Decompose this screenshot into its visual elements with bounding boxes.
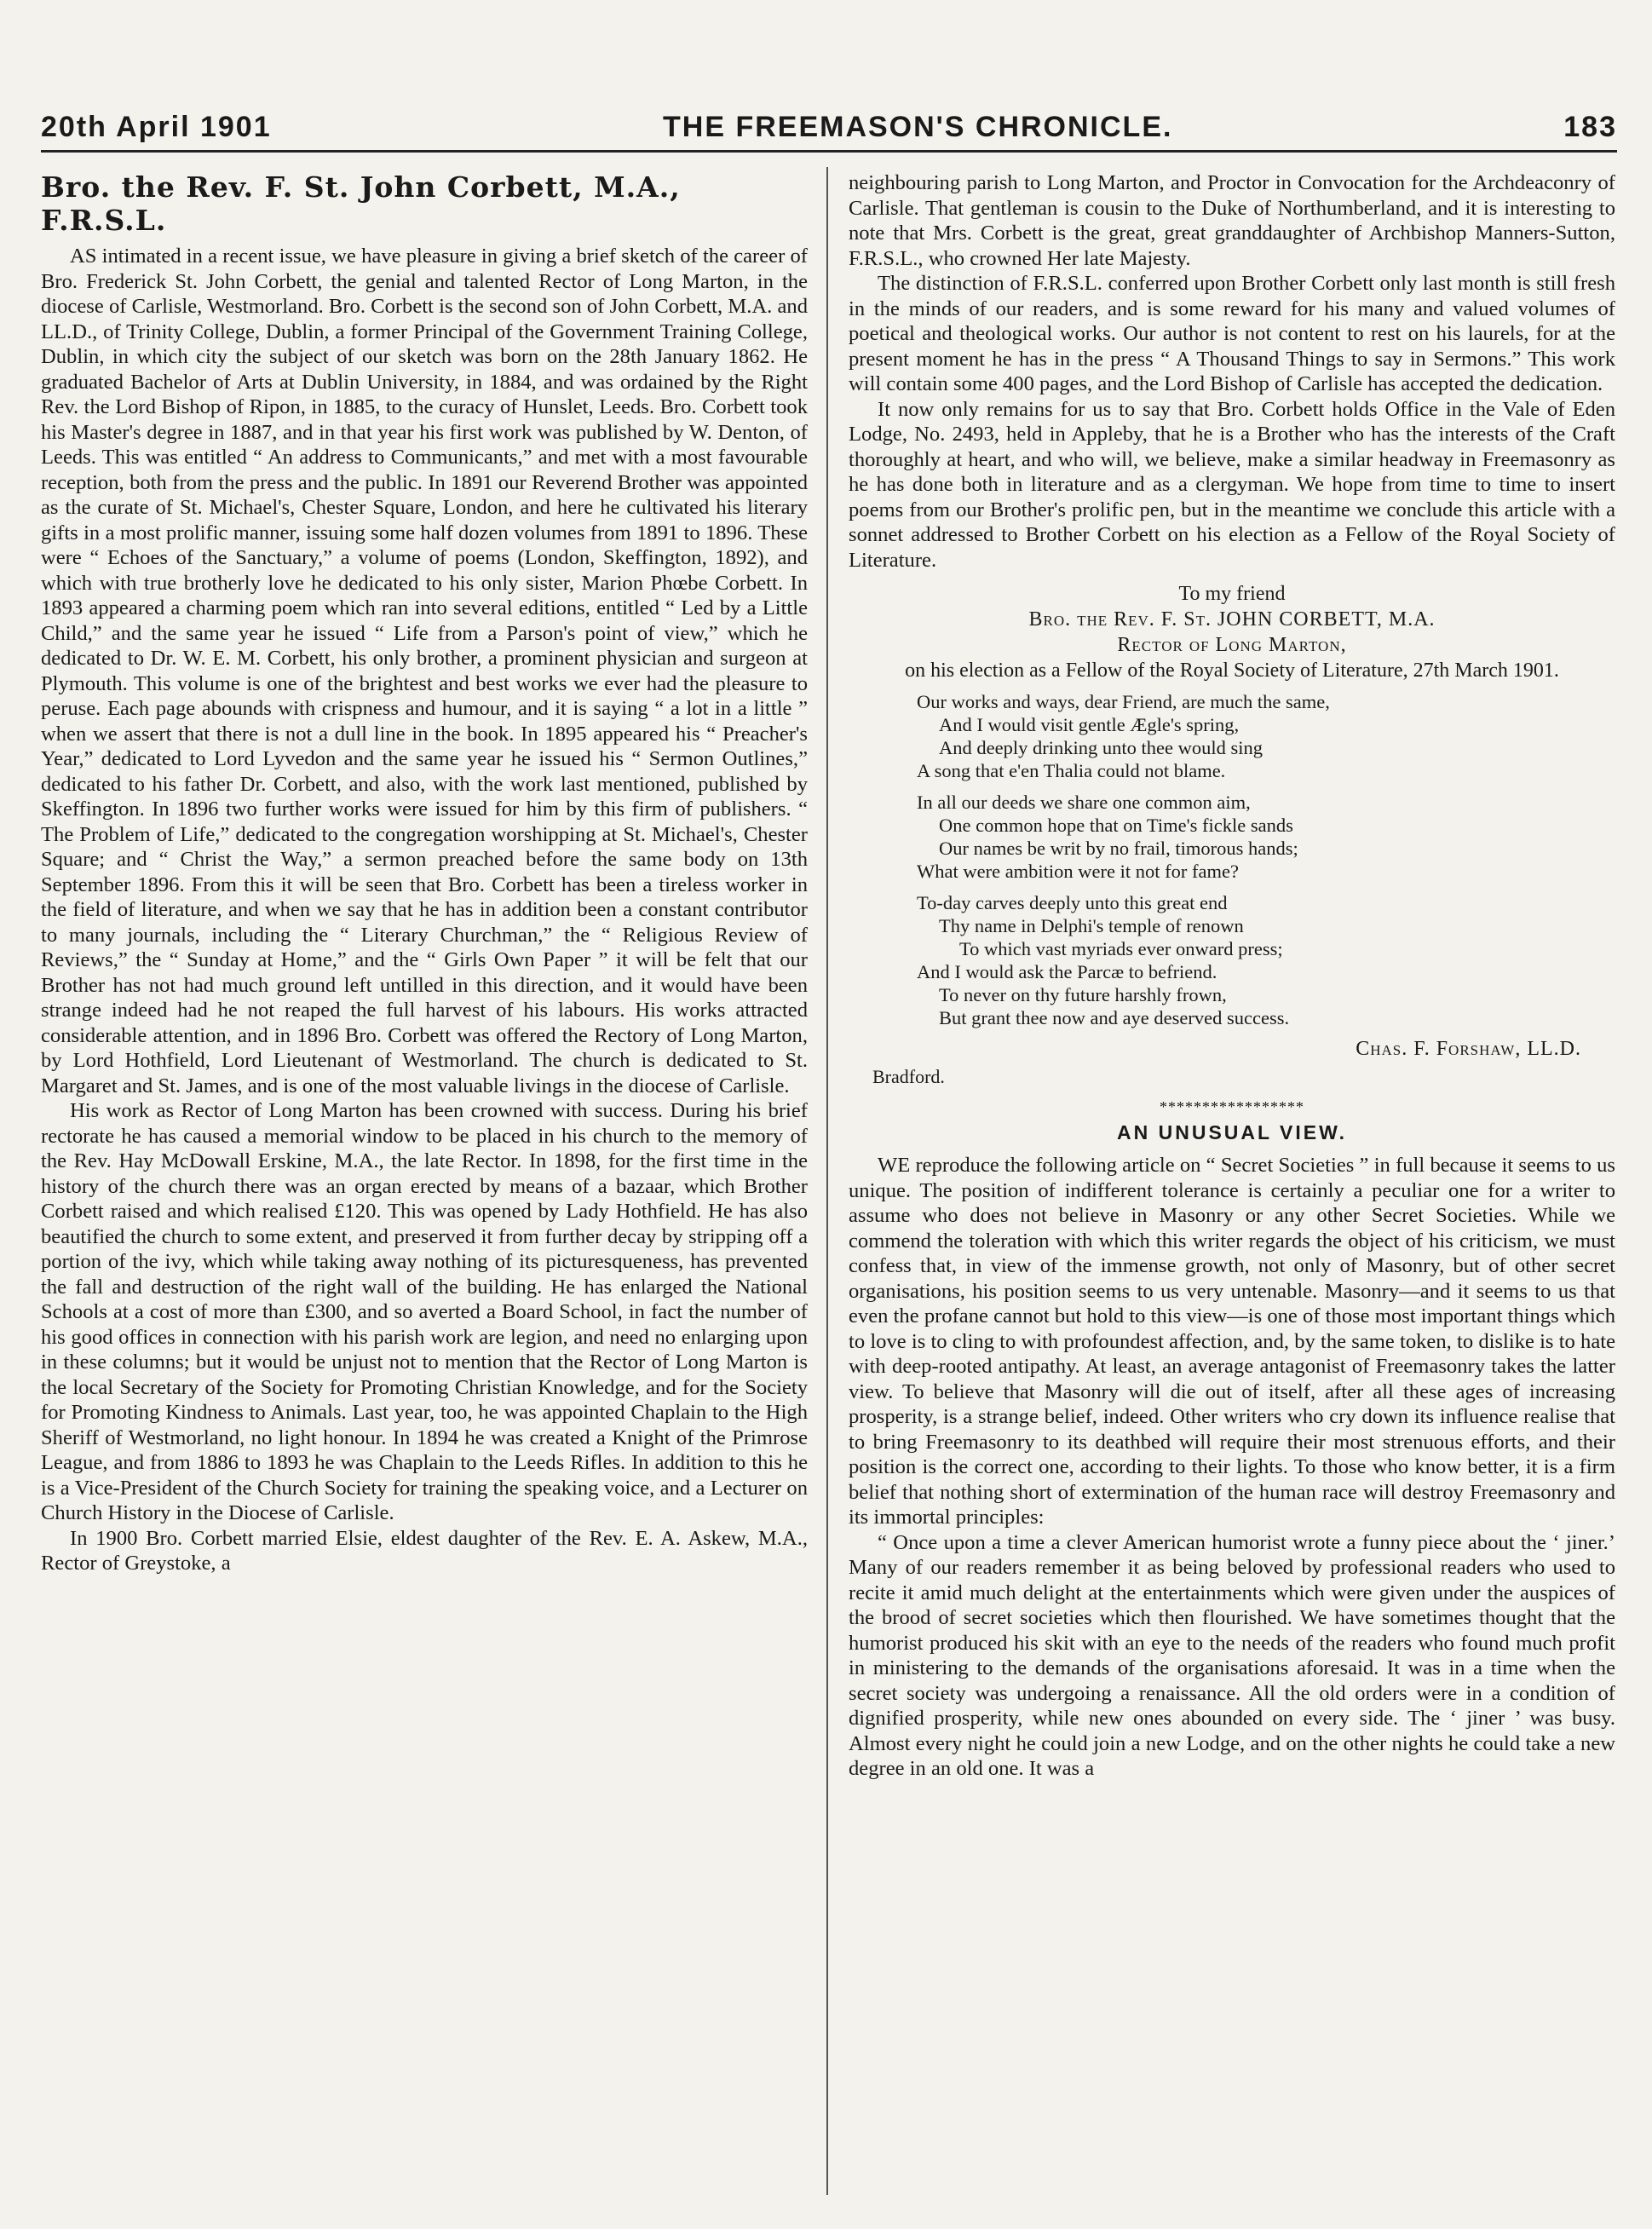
poem-dedication — [849, 581, 1615, 683]
poem-line: To-day carves deeply unto this great end — [917, 892, 1228, 913]
poem-place: Bradford. — [872, 1066, 945, 1087]
issue-date: 20th April 1901 — [41, 111, 272, 143]
dedication-name: Bro. the Rev. F. St. JOHN CORBETT, M.A. — [1028, 608, 1436, 631]
dedication-to: To my friend — [1178, 583, 1286, 605]
poem-line: In all our deeds we share one common aim, — [917, 792, 1251, 813]
right-column — [849, 170, 1615, 1782]
article-paragraph: It now only remains for us to say that Bro. Corbett holds Office in the Vale of Eden Lodge, No. 2493, held in Appleby, that he is a Brother who has the interests of the Craft thoroughly at heart, and who will, we believe, make a similar headway in Freemasonry as he has done both in literature and as a clergyman. We hope from time to time to insert poems from our Brother's prolific pen, but in the meantime we conclude this article with a sonnet addressed to Brother Corbett on his election as a Fellow of the Royal Society of Literature. — [849, 397, 1615, 572]
poem-line: Thy name in Delphi's temple of renown — [939, 915, 1244, 936]
article-paragraph: “ Once upon a time a clever American humorist wrote a funny piece about the ‘ jiner.’ Many of our readers remember it as being beloved by professional readers who used to recite it amid much delight at the entertainments which were given under the auspices of the brood of secret societies which then flourished. We have sometimes thought that the humorist produced his skit with an eye to the needs of the readers who found much profit in ministering to the demands of the organisations aforesaid. It was in a time when the secret society was undergoing a renaissance. All the old orders were in a condition of dignified prosperity, while new ones abounded on every side. The ‘ jiner ’ was busy. Almost every night he could join a new Lodge, and on the other nights he could take a new degree in an old one. It was a — [849, 1530, 1615, 1780]
poem-signature: Chas. F. Forshaw, LL.D. — [1356, 1038, 1581, 1060]
left-column — [41, 170, 808, 1576]
dedication-occasion: on his election as a Fellow of the Royal Society of Literature, 27th March 1901. — [905, 659, 1559, 682]
article-paragraph: WE reproduce the following article on “ Secret Societies ” in full because it seems to us unique. The position of indifferent tolerance is certainly a peculiar one for a writer to assume who does not believe in Masonry or any other Secret Societies. While we commend the toleration with which this writer regards the object of his criticism, we must confess that, in view of the immense growth, not only of Masonry, but of other secret organisations, his position seems to us very untenable. Masonry—and it seems to us that even the profane cannot but hold to this view—is one of those most important things which to love is to cling to with profoundest affection, and, by the same token, to dislike is to hate with deep-rooted antipathy. At least, an average antagonist of Freemasonry takes the latter view. To believe that Masonry will die out of itself, after all these ages of increasing prosperity, is a strange belief, indeed. Other writers who cry down its influence realise that to bring Freemasonry to its deathbed will require their most strenuous efforts, and their position is the correct one, according to their lights. To those who know better, it is a firm belief that nothing short of extermination of the human race will destroy Freemasonry and its immortal principles: — [849, 1154, 1615, 1529]
poem-line: A song that e'en Thalia could not blame. — [917, 760, 1226, 781]
article-title: AN UNUSUAL VIEW. — [1117, 1121, 1347, 1143]
article-paragraph: AS intimated in a recent issue, we have pleasure in giving a brief sketch of the career of Bro. Frederick St. John Corbett, the genial and talented Rector of Long Marton, in the diocese of Carlisle, Westmorland. Bro. Corbett is the second son of John Corbett, M.A. and LL.D., of Trinity College, Dublin, a former Principal of the Government Training College, Dublin, in which city the subject of our sketch was born on the 28th January 1862. He graduated Bachelor of Arts at Dublin University, in 1884, and was ordained by the Right Rev. the Lord Bishop of Ripon, in 1885, to the curacy of Hunslet, Leeds. Bro. Corbett took his Master's degree in 1887, and in that year his first work was published by W. Denton, of Leeds. This was entitled “ An address to Communicants,” and met with a most favourable reception, both from the press and the public. In 1891 our Reverend Brother was appointed as the curate of St. Michael's, Chester Square, London, and here he cultivated his literary gifts in a most prolific manner, issuing some half dozen volumes from 1891 to 1896. These were “ Echoes of the Sanctuary,” a volume of poems (London, Skeffington, 1892), and which with true brotherly love he dedicated to his only sister, Marion Phœbe Corbett. In 1893 appeared a charming poem which ran into several editions, entitled “ Led by a Little Child,” and the same year he issued “ Life from a Parson's point of view,” which he dedicated to Dr. W. E. M. Corbett, his only brother, a prominent physician and surgeon at Plymouth. This volume is one of the brightest and best works we ever had the pleasure to peruse. Each page abounds with crispness and humour, and it is saying “ a lot in a little ” when we assert that there is not a dull line in the book. In 1895 appeared his “ Preacher's Year,” dedicated to Lord Lyvedon and the same year he issued his “ Sermon Outlines,” dedicated to his father Dr. Corbett, and also, with the work last mentioned, published by Skeffington. In 1896 two further works were issued for him by this firm of publishers. “ The Problem of Life,” dedicated to the congregation worshipping at St. Michael's, Chester Square; and “ Christ the Way,” a sermon preached before the same body on 13th September 1896. From this it will be seen that Bro. Corbett has been a tireless worker in the field of literature, and when we say that he has in addition been a constant contributor to many journals, including the “ Literary Churchman,” the “ Religious Review of Reviews,” the “ Sunday at Home,” and the “ Girls Own Paper ” it will be felt that our Brother has not had much ground left untilled in this direction, and it would have been strange indeed had he not reaped the full harvest of his labours. His works attracted considerable attention, and in 1896 Bro. Corbett was offered the Rectory of Long Marton, by Lord Hothfield, Lord Lieutenant of Westmorland. The church is dedicated to St. Margaret and St. James, and is one of the most valuable livings in the diocese of Carlisle. — [41, 245, 808, 1097]
article-continuation: neighbouring parish to Long Marton, and Proctor in Convocation for the Archdeaconry of Carlisle. That gentleman is cousin to the Duke of Northumberland, and it is interesting to note that Mrs. Corbett is the great, great granddaughter of Archbishop Manners-Sutton, F.R.S.L., who crowned Her late Majesty. — [849, 171, 1615, 270]
dedication-rector: Rector of Long Marton, — [1117, 634, 1347, 656]
poem-line: To which vast myriads ever onward press; — [959, 938, 1283, 959]
poem-line: And I would visit gentle Ægle's spring, — [939, 714, 1240, 735]
poem-line: Our names be writ by no frail, timorous hands; — [939, 838, 1298, 859]
article-paragraph: In 1900 Bro. Corbett married Elsie, eldest daughter of the Rev. E. A. Askew, M.A., Rector of Greystoke, a — [41, 1526, 808, 1575]
poem-line: But grant thee now and aye deserved success. — [939, 1007, 1290, 1028]
sonnet — [917, 690, 1615, 1029]
stanza — [917, 791, 1615, 883]
article-paragraph: His work as Rector of Long Marton has been crowned with success. During his brief rectorate he has caused a memorial window to be placed in his church to the memory of the Rev. Hay McDowall Erskine, M.A., the late Rector. In 1898, for the first time in the history of the church there was an organ erected by means of a bazaar, which Brother Corbett raised and which realised £120. This was opened by Lady Hothfield. He has also beautified the church to some extent, and preserved it from further decay by stripping off a portion of the ivy, which while taking away nothing of its picturesqueness, has prevented the fall and destruction of the right wall of the building. He has enlarged the National Schools at a cost of more than £300, and so averted a Board School, in fact the number of his good offices in connection with his parish work are legion, and need no enlarging upon in these columns; but it would be unjust not to mention that the Rector of Long Marton is the local Secretary of the Society for Promoting Christian Knowledge, and for the Society for Promoting Kindness to Animals. Last year, too, he was appointed Chaplain to the High Sheriff of Westmorland, no light honour. In 1894 he was created a Knight of the Primrose League, and from 1886 to 1893 he was Chaplain to the Leeds Rifles. In addition to this he is a Vice-President of the Church Society for training the speaking voice, and a Lecturer on Church History in the Diocese of Carlisle. — [41, 1099, 808, 1524]
section-separator: ***************** — [1160, 1098, 1304, 1115]
page-number: 183 — [1563, 111, 1617, 143]
publication-title: THE FREEMASON'S CHRONICLE. — [663, 111, 1173, 143]
column-divider — [826, 167, 828, 2195]
page-header — [41, 111, 1617, 153]
poem-line: And I would ask the Parcæ to befriend. — [917, 961, 1217, 982]
poem-line: One common hope that on Time's fickle sands — [939, 815, 1293, 836]
poem-line: What were ambition were it not for fame? — [917, 861, 1239, 882]
stanza — [917, 690, 1615, 782]
poem-line: To never on thy future harshly frown, — [939, 984, 1227, 1005]
stanza — [917, 891, 1615, 1029]
article-title: Bro. the Rev. F. St. John Corbett, M.A., F.R.S.L. — [41, 170, 681, 237]
article-paragraph: The distinction of F.R.S.L. conferred upon Brother Corbett only last month is still fresh in the minds of our readers, and is some reward for his many and valued volumes of poetical and theological works. Our author is not content to rest on his laurels, for at the present moment he has in the press “ A Thousand Things to say in Sermons.” This work will contain some 400 pages, and the Lord Bishop of Carlisle has accepted the dedication. — [849, 272, 1615, 395]
poem-line: And deeply drinking unto thee would sing — [939, 737, 1263, 758]
poem-line: Our works and ways, dear Friend, are much the same, — [917, 691, 1330, 712]
